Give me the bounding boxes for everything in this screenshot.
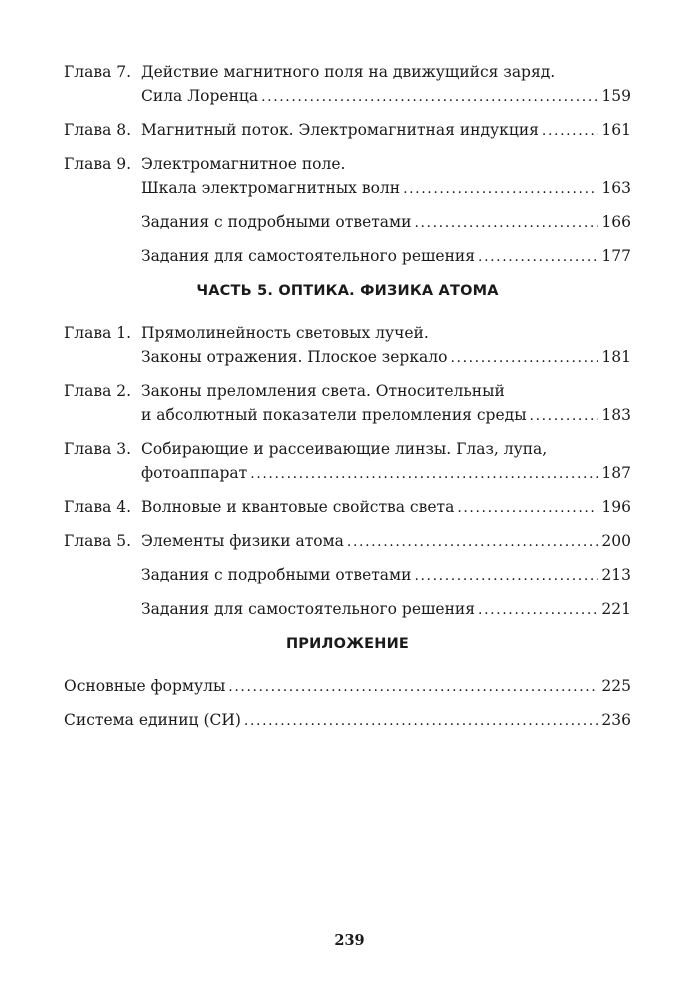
chapter-label	[64, 597, 141, 622]
entry-title: Задания для самостоятельного решения	[141, 600, 476, 618]
chapter-label: Глава 1.	[64, 324, 132, 342]
dot-leader	[450, 346, 598, 370]
entry-leader-line	[141, 210, 631, 235]
entry-title-line: Прямолинейность световых лучей.	[141, 324, 429, 342]
dot-leader	[244, 709, 598, 733]
entry-page-number: 163	[601, 179, 631, 197]
chapter-label	[64, 563, 141, 588]
entry-body	[141, 597, 631, 622]
toc-entry[interactable]	[64, 708, 631, 733]
entry-body	[141, 210, 631, 235]
dot-leader	[530, 404, 599, 428]
dot-leader	[261, 85, 598, 109]
entry-leader-line	[141, 244, 631, 269]
toc-entry[interactable]	[64, 118, 631, 143]
entry-body	[141, 321, 631, 370]
dot-leader	[403, 177, 598, 201]
entry-leader-line	[64, 708, 631, 733]
toc-entry[interactable]	[64, 674, 631, 699]
toc-entry[interactable]	[64, 437, 631, 486]
dot-leader	[478, 245, 598, 269]
toc-entry[interactable]	[64, 152, 631, 201]
entry-title: Магнитный поток. Электромагнитная индукция	[141, 121, 539, 139]
toc-entry[interactable]	[64, 60, 631, 109]
entry-leader-line	[141, 176, 631, 201]
section-heading: ЧАСТЬ 5. ОПТИКА. ФИЗИКА АТОМА	[196, 283, 499, 299]
entry-body	[141, 563, 631, 588]
entry-page-number: 200	[601, 532, 631, 550]
entry-page-number: 159	[601, 87, 631, 105]
toc-entry[interactable]	[64, 210, 631, 235]
chapter-label: Глава 7.	[64, 63, 132, 81]
chapter-label: Глава 2.	[64, 382, 132, 400]
entry-body	[141, 118, 631, 143]
dot-leader	[542, 119, 598, 143]
entry-title: Сила Лоренца	[141, 87, 259, 105]
toc-entry[interactable]	[64, 563, 631, 588]
entry-leader-line	[141, 84, 631, 109]
chapter-label: Глава 8.	[64, 121, 132, 139]
chapter-label: Глава 5.	[64, 532, 132, 550]
entry-title: Система единиц (СИ)	[64, 711, 241, 729]
entry-body	[141, 529, 631, 554]
entry-title-line: Действие магнитного поля на движущийся заряд.	[141, 63, 556, 81]
entry-page-number: 196	[601, 498, 631, 516]
entry-page-number: 177	[601, 247, 631, 265]
page-number: 239	[334, 932, 365, 949]
chapter-label: Глава 9.	[64, 155, 132, 173]
toc-entry[interactable]	[64, 597, 631, 622]
entry-title: Элементы физики атома	[141, 532, 344, 550]
dot-leader	[228, 675, 598, 699]
entry-body	[141, 437, 631, 486]
entry-leader-line	[64, 674, 631, 699]
toc-entry[interactable]	[64, 244, 631, 269]
entry-leader-line	[141, 403, 631, 428]
toc-entry[interactable]	[64, 529, 631, 554]
entry-page-number: 181	[601, 348, 631, 366]
entry-leader-line	[141, 118, 631, 143]
entry-title: Шкала электромагнитных волн	[141, 179, 401, 197]
toc-entry[interactable]	[64, 379, 631, 428]
entry-title-line: Законы преломления света. Относительный	[141, 382, 505, 400]
entry-page-number: 236	[601, 711, 631, 729]
entry-title: Задания с подробными ответами	[141, 213, 412, 231]
entry-body	[64, 674, 631, 699]
entry-body	[141, 244, 631, 269]
entry-body	[141, 60, 631, 109]
table-of-contents	[64, 60, 631, 742]
dot-leader	[414, 564, 598, 588]
entry-title: Задания для самостоятельного решения	[141, 247, 476, 265]
entry-title-line: Электромагнитное поле.	[141, 155, 346, 173]
entry-page-number: 225	[601, 677, 631, 695]
entry-body	[64, 708, 631, 733]
entry-page-number: 161	[601, 121, 631, 139]
entry-body	[141, 379, 631, 428]
entry-leader-line	[141, 345, 631, 370]
entry-leader-line	[141, 597, 631, 622]
dot-leader	[478, 598, 598, 622]
dot-leader	[250, 462, 598, 486]
entry-title: Основные формулы	[64, 677, 226, 695]
entry-body	[141, 495, 631, 520]
entry-title: фотоаппарат	[141, 464, 248, 482]
entry-leader-line	[141, 529, 631, 554]
chapter-label: Глава 4.	[64, 498, 132, 516]
entry-page-number: 213	[601, 566, 631, 584]
dot-leader	[347, 530, 598, 554]
entry-title: Волновые и квантовые свойства света	[141, 498, 455, 516]
entry-leader-line	[141, 461, 631, 486]
entry-page-number: 221	[601, 600, 631, 618]
entry-page-number: 183	[601, 406, 631, 424]
entry-title: и абсолютный показатели преломления среды	[141, 406, 527, 424]
entry-title: Законы отражения. Плоское зеркало	[141, 348, 448, 366]
dot-leader	[457, 496, 598, 520]
entry-title-line: Собирающие и рассеивающие линзы. Глаз, лупа,	[141, 440, 548, 458]
entry-leader-line	[141, 495, 631, 520]
entry-leader-line	[141, 563, 631, 588]
entry-body	[141, 152, 631, 201]
entry-page-number: 187	[601, 464, 631, 482]
chapter-label: Глава 3.	[64, 440, 132, 458]
chapter-label	[64, 210, 141, 235]
entry-title: Задания с подробными ответами	[141, 566, 412, 584]
entry-page-number: 166	[601, 213, 631, 231]
toc-entry[interactable]	[64, 495, 631, 520]
dot-leader	[414, 211, 598, 235]
toc-entry[interactable]	[64, 321, 631, 370]
chapter-label	[64, 244, 141, 269]
section-heading: ПРИЛОЖЕНИЕ	[285, 636, 410, 652]
